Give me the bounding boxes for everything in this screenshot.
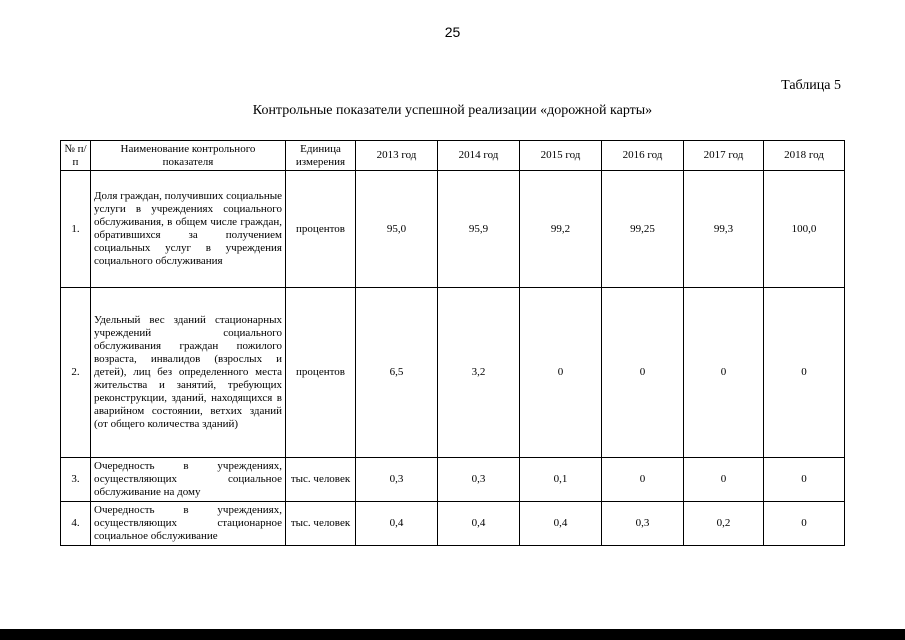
table-row bbox=[61, 502, 845, 546]
table-row bbox=[61, 171, 845, 288]
unit-cell: тыс. человек bbox=[286, 502, 356, 546]
indicator-name: Очередность в учреждениях, осуществляющих стационарное социальное обслуживание bbox=[91, 502, 286, 546]
table-label: Таблица 5 bbox=[781, 78, 841, 93]
value-cell: 0 bbox=[602, 288, 684, 458]
scan-border bbox=[0, 629, 905, 640]
value-cell: 0 bbox=[602, 458, 684, 502]
value-cell: 0,3 bbox=[602, 502, 684, 546]
value-cell: 0,3 bbox=[356, 458, 438, 502]
header-year-2018: 2018 год bbox=[764, 141, 845, 171]
value-cell: 99,3 bbox=[684, 171, 764, 288]
value-cell: 0 bbox=[520, 288, 602, 458]
value-cell: 0,1 bbox=[520, 458, 602, 502]
value-cell: 95,9 bbox=[438, 171, 520, 288]
unit-cell: процентов bbox=[286, 288, 356, 458]
value-cell: 0 bbox=[764, 458, 845, 502]
value-cell: 6,5 bbox=[356, 288, 438, 458]
value-cell: 0 bbox=[764, 288, 845, 458]
value-cell: 0 bbox=[684, 288, 764, 458]
unit-cell: процентов bbox=[286, 171, 356, 288]
table-title: Контрольные показатели успешной реализации «дорожной карты» bbox=[252, 103, 653, 118]
value-cell: 100,0 bbox=[764, 171, 845, 288]
page-number: 25 bbox=[444, 24, 461, 40]
row-number: 3. bbox=[61, 458, 91, 502]
value-cell: 0,2 bbox=[684, 502, 764, 546]
value-cell: 0 bbox=[764, 502, 845, 546]
value-cell: 0,4 bbox=[438, 502, 520, 546]
header-year-2013: 2013 год bbox=[356, 141, 438, 171]
header-num: № п/п bbox=[61, 141, 91, 171]
header-row bbox=[61, 141, 845, 171]
row-number: 2. bbox=[61, 288, 91, 458]
indicator-name: Доля граждан, получивших социальные услуги в учреждениях социального обслуживания, в общем числе граждан, обратившихся за получением социальных услуг в учреждения социального обслуживания bbox=[91, 171, 286, 288]
header-unit: Единица измерения bbox=[286, 141, 356, 171]
header-year-2016: 2016 год bbox=[602, 141, 684, 171]
table-row bbox=[61, 288, 845, 458]
value-cell: 0,4 bbox=[356, 502, 438, 546]
header-year-2017: 2017 год bbox=[684, 141, 764, 171]
unit-cell: тыс. человек bbox=[286, 458, 356, 502]
value-cell: 99,25 bbox=[602, 171, 684, 288]
value-cell: 0 bbox=[684, 458, 764, 502]
indicator-name: Очередность в учреждениях, осуществляющих социальное обслуживание на дому bbox=[91, 458, 286, 502]
header-year-2014: 2014 год bbox=[438, 141, 520, 171]
row-number: 4. bbox=[61, 502, 91, 546]
value-cell: 0,3 bbox=[438, 458, 520, 502]
header-name: Наименование контрольного показателя bbox=[91, 141, 286, 171]
table-row bbox=[61, 458, 845, 502]
value-cell: 0,4 bbox=[520, 502, 602, 546]
indicators-table bbox=[60, 140, 845, 546]
header-year-2015: 2015 год bbox=[520, 141, 602, 171]
value-cell: 3,2 bbox=[438, 288, 520, 458]
value-cell: 99,2 bbox=[520, 171, 602, 288]
value-cell: 95,0 bbox=[356, 171, 438, 288]
row-number: 1. bbox=[61, 171, 91, 288]
indicator-name: Удельный вес зданий стационарных учреждений социального обслуживания граждан пожилого возраста, инвалидов (взрослых и детей), лиц без определенного места жительства и занятий, требующих реконструкции, зданий, находящихся в аварийном состоянии, ветхих зданий (от общего количества зданий) bbox=[91, 288, 286, 458]
